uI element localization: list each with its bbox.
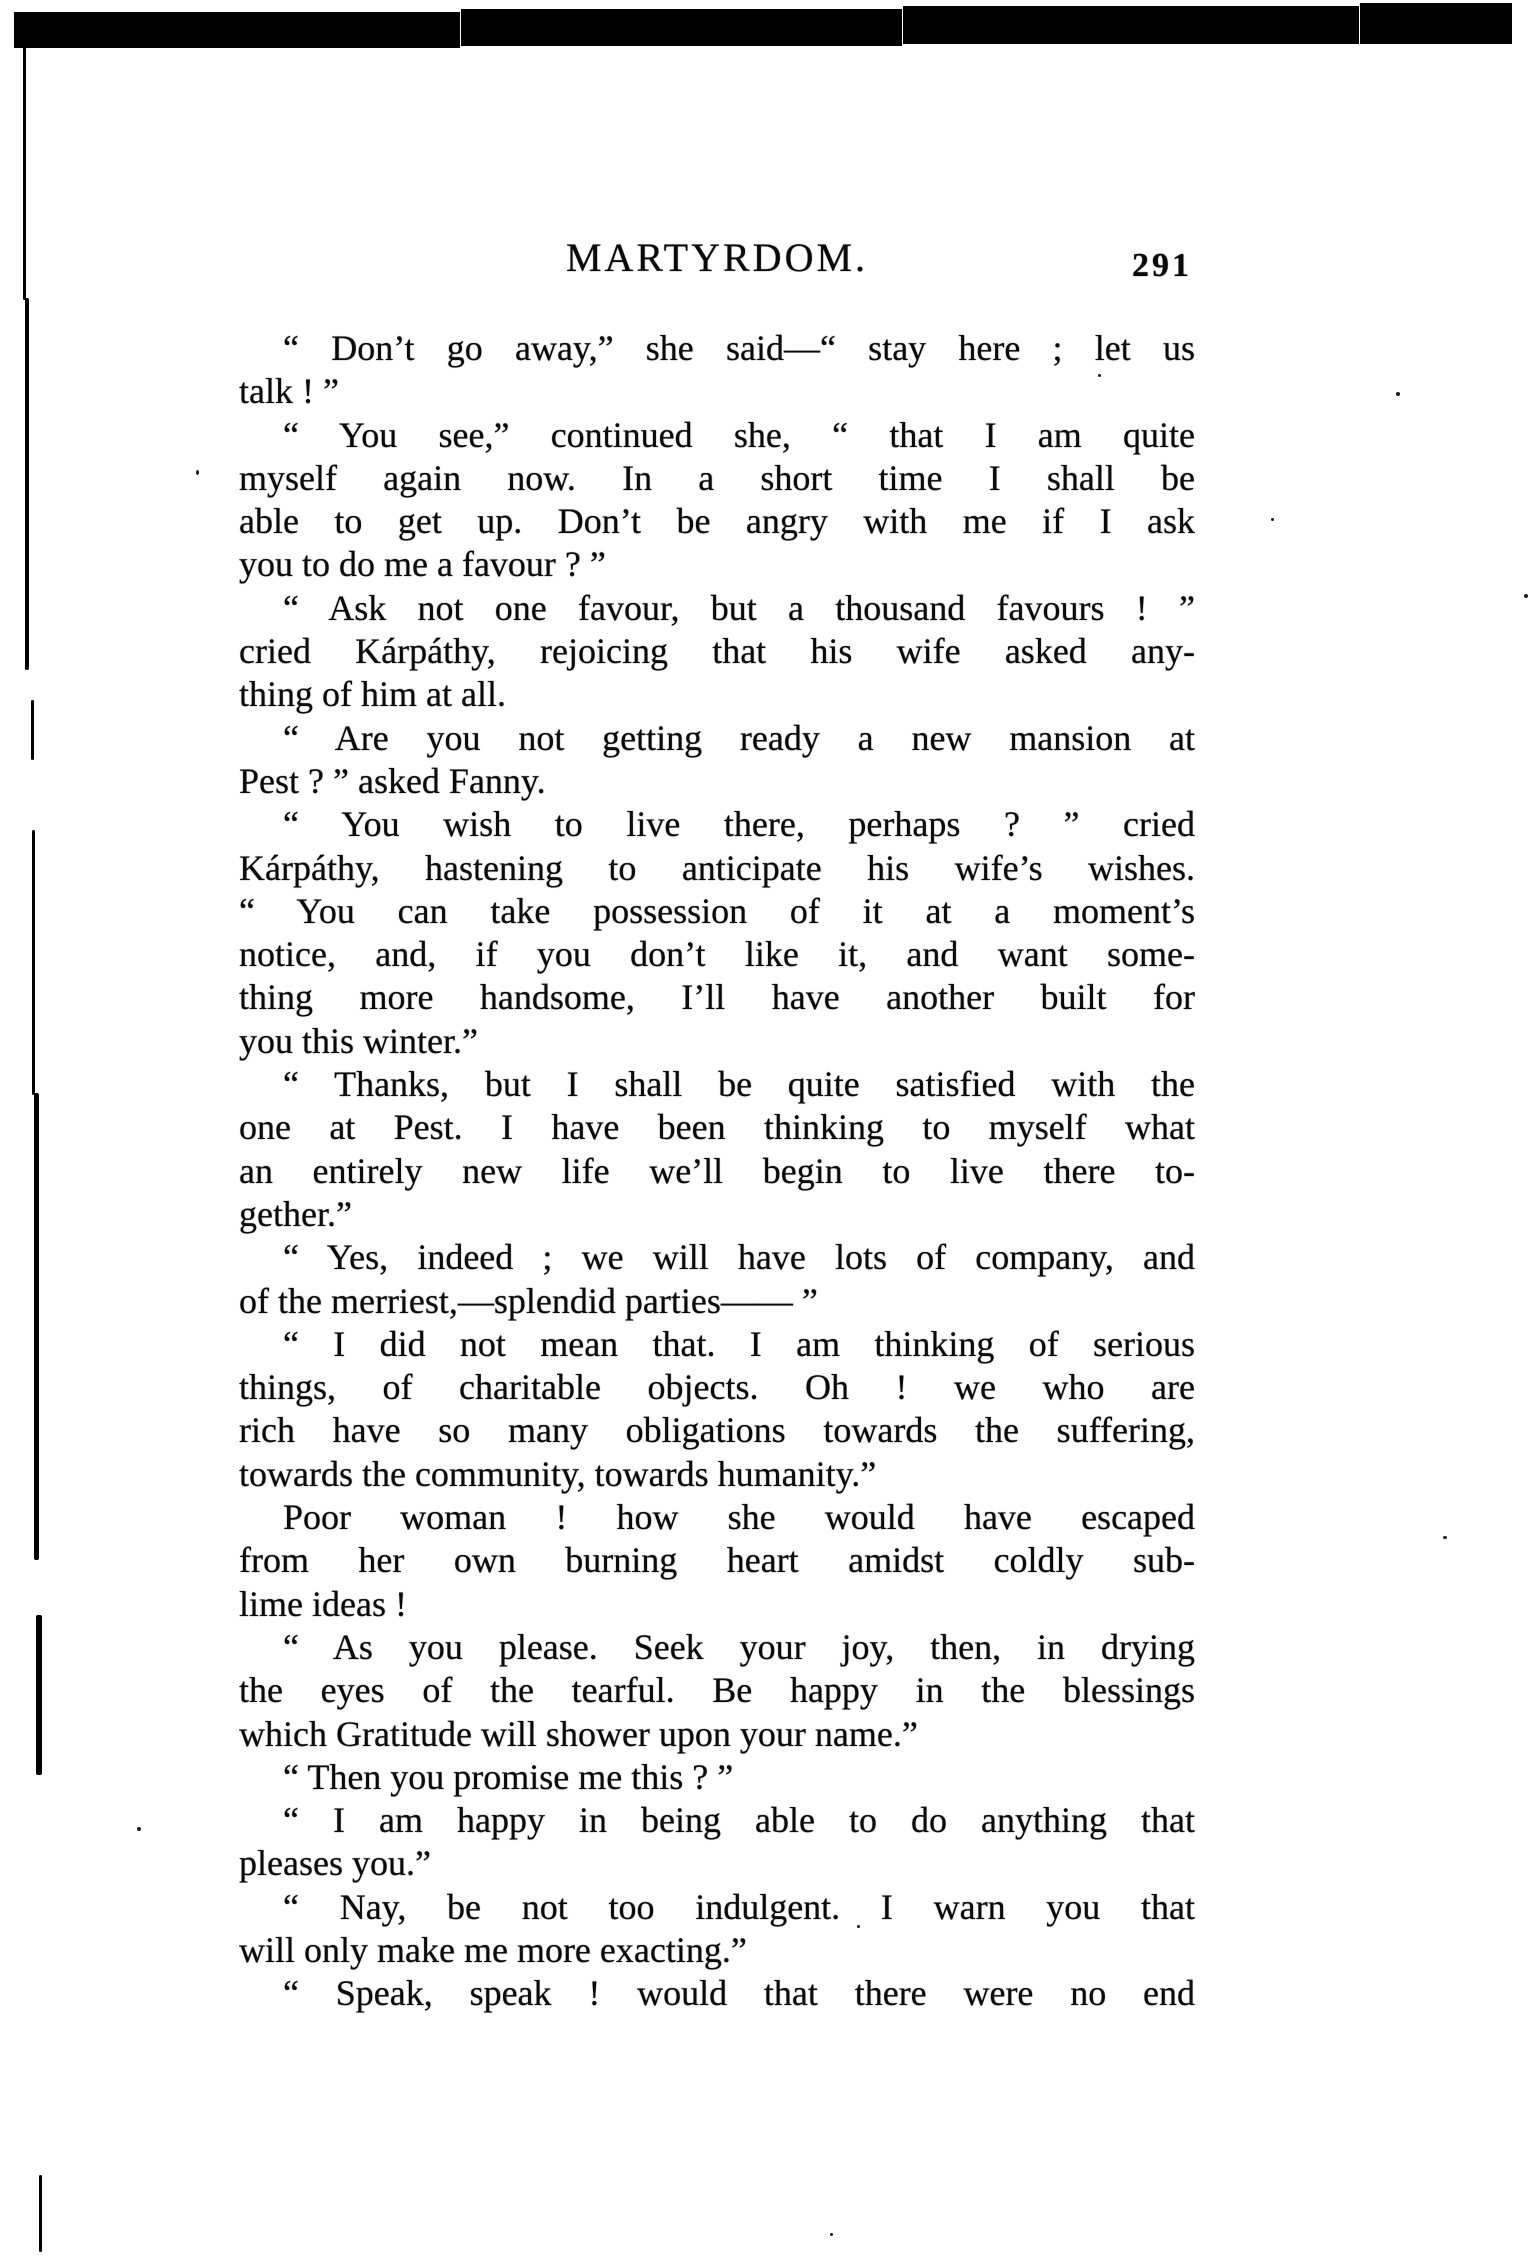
text-line: will only make me more exacting.” bbox=[239, 1929, 747, 1970]
text-line: you to do me a favour ? ” bbox=[239, 544, 606, 585]
text-line: of the merriest,—splendid parties—— ” bbox=[239, 1280, 818, 1321]
scan-speck bbox=[1443, 1536, 1447, 1539]
scan-artifact-left-edge bbox=[34, 1093, 39, 1560]
paragraph bbox=[239, 1799, 1195, 1886]
text-line: “ Are you not getting ready a new mansion at bbox=[283, 717, 1195, 758]
scan-artifact-left-edge bbox=[36, 1615, 42, 1775]
paragraph bbox=[239, 327, 1195, 414]
text-line: “ I did not mean that. I am thinking of serious bbox=[283, 1323, 1195, 1364]
scan-speck bbox=[830, 2233, 833, 2236]
paragraph bbox=[239, 587, 1195, 717]
running-head bbox=[239, 235, 1195, 280]
paragraph bbox=[239, 1236, 1195, 1323]
text-line: “ You wish to live there, perhaps ? ” cried bbox=[283, 804, 1195, 845]
text-line: gether.” bbox=[239, 1193, 352, 1234]
text-line: rich have so many obligations towards the suffering, bbox=[239, 1410, 1195, 1451]
text-line: an entirely new life we’ll begin to live there to- bbox=[239, 1150, 1195, 1191]
scan-artifact-left-edge bbox=[23, 45, 26, 300]
scan-artifact-left-edge bbox=[32, 830, 35, 1095]
text-line: “ You see,” continued she, “ that I am quite bbox=[283, 414, 1195, 455]
text-line: from her own burning heart amidst coldly sub- bbox=[239, 1540, 1195, 1581]
text-line: lime ideas ! bbox=[239, 1583, 407, 1624]
paragraph bbox=[239, 414, 1195, 587]
text-line: myself again now. In a short time I shall be bbox=[239, 457, 1195, 498]
text-line: talk ! ” bbox=[239, 371, 339, 412]
scan-speck bbox=[196, 470, 199, 475]
scan-speck bbox=[1271, 518, 1274, 521]
paragraph bbox=[239, 1972, 1195, 2015]
paragraph bbox=[239, 1323, 1195, 1496]
scan-artifact-top-bar bbox=[14, 12, 460, 48]
page-text bbox=[239, 327, 1195, 2016]
text-line: notice, and, if you don’t like it, and want some- bbox=[239, 934, 1195, 975]
paragraph bbox=[239, 803, 1195, 1063]
text-line: you this winter.” bbox=[239, 1020, 478, 1061]
text-line: which Gratitude will shower upon your name.” bbox=[239, 1713, 918, 1754]
page-number: 291 bbox=[1132, 247, 1192, 284]
text-line: Poor woman ! how she would have escaped bbox=[283, 1497, 1195, 1538]
scan-artifact-top-bar bbox=[461, 9, 902, 46]
text-line: thing of him at all. bbox=[239, 674, 506, 715]
paragraph bbox=[239, 1496, 1195, 1626]
text-line: “ Thanks, but I shall be quite satisfied with the bbox=[283, 1064, 1195, 1105]
text-line: able to get up. Don’t be angry with me if I ask bbox=[239, 501, 1195, 542]
text-line: “ Yes, indeed ; we will have lots of company, and bbox=[283, 1237, 1195, 1278]
text-line: towards the community, towards humanity.” bbox=[239, 1453, 877, 1494]
paragraph bbox=[239, 1626, 1195, 1756]
text-line: “ As you please. Seek your joy, then, in drying bbox=[283, 1626, 1195, 1667]
scan-artifact-left-edge bbox=[31, 700, 34, 760]
scan-speck bbox=[1396, 392, 1400, 396]
scan-speck bbox=[137, 1827, 141, 1831]
text-line: the eyes of the tearful. Be happy in the blessings bbox=[239, 1670, 1195, 1711]
text-line: Kárpáthy, hastening to anticipate his wife’s wishes. bbox=[239, 847, 1195, 888]
scan-speck bbox=[1524, 594, 1528, 598]
scan-artifact-left-edge bbox=[39, 2175, 42, 2252]
page-header-title: MARTYRDOM. bbox=[565, 235, 869, 280]
text-line: “ Ask not one favour, but a thousand favours ! ” bbox=[283, 587, 1195, 628]
text-line: “ You can take possession of it at a moment’s bbox=[239, 890, 1195, 931]
text-line: things, of charitable objects. Oh ! we who are bbox=[239, 1367, 1195, 1408]
text-line: “ Don’t go away,” she said—“ stay here ; let us bbox=[283, 328, 1195, 368]
paragraph bbox=[239, 1886, 1195, 1973]
scan-artifact-top-bar bbox=[1360, 3, 1512, 44]
paragraph bbox=[239, 1756, 1195, 1799]
text-line: “ I am happy in being able to do anything that bbox=[283, 1800, 1195, 1841]
paragraph bbox=[239, 717, 1195, 804]
text-line: thing more handsome, I’ll have another built for bbox=[239, 977, 1195, 1018]
scan-artifact-left-edge bbox=[25, 298, 29, 670]
text-line: “ Speak, speak ! would that there were no end bbox=[283, 1973, 1195, 2014]
text-line: pleases you.” bbox=[239, 1843, 431, 1884]
text-line: “ Nay, be not too indulgent. I warn you that bbox=[283, 1886, 1195, 1927]
text-line: “ Then you promise me this ? ” bbox=[283, 1756, 734, 1797]
text-line: Pest ? ” asked Fanny. bbox=[239, 760, 546, 801]
paragraph bbox=[239, 1063, 1195, 1236]
text-line: one at Pest. I have been thinking to myself what bbox=[239, 1107, 1195, 1148]
text-line: cried Kárpáthy, rejoicing that his wife asked any- bbox=[239, 631, 1195, 672]
scan-artifact-top-bar bbox=[903, 6, 1359, 44]
